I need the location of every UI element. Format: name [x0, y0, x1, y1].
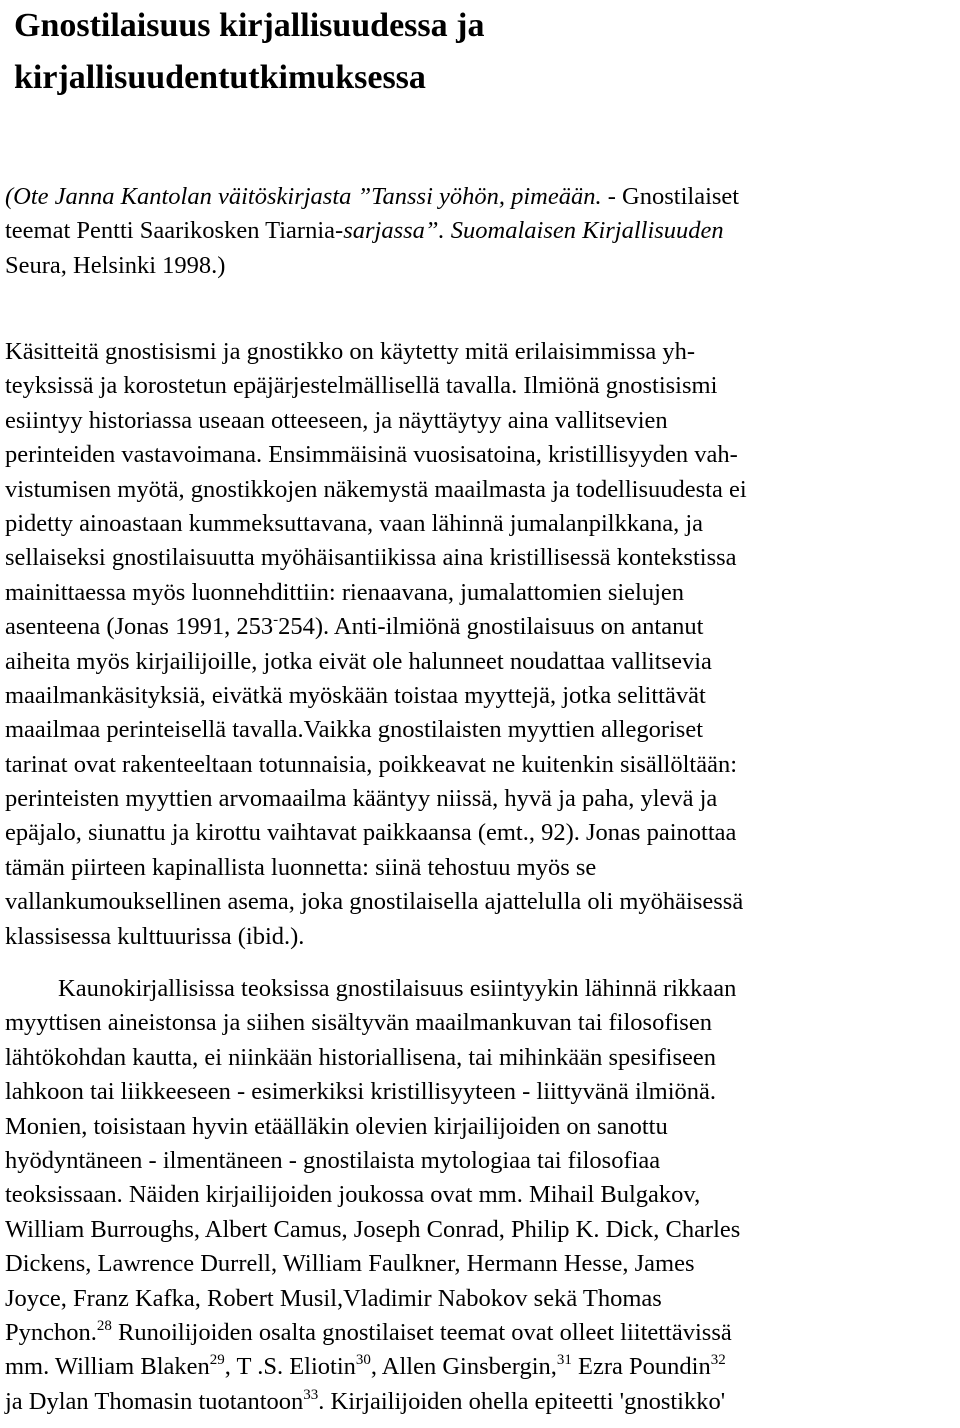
text-line: William Burroughs, Albert Camus, Joseph Conrad, Philip K. Dick, Charles — [5, 1215, 741, 1243]
text-line: perinteisten myyttien arvomaailma kääntyy niissä, hyvä ja paha, ylevä ja — [5, 785, 718, 813]
text-line: Monien, toisistaan hyvin etäälläkin olevien kirjailijoiden on sanottu — [5, 1112, 668, 1140]
line-text: , T .S. Eliotin — [224, 1353, 356, 1381]
text-line — [5, 1316, 957, 1350]
text-line: pidetty ainoastaan kummeksuttavana, vaan lähinnä jumalanpilkkana, ja — [5, 509, 704, 537]
text-line: vallankumouksellinen asema, joka gnostilaisella ajattelulla oli myöhäisessä — [5, 888, 744, 916]
text-line: maailmaa perinteisellä tavalla.Vaikka gnostilaisten myyttien allegoriset — [5, 716, 704, 744]
text-line: teoksissaan. Näiden kirjailijoiden joukossa ovat mm. Mihail Bulgakov, — [5, 1181, 701, 1209]
text-line — [5, 1385, 957, 1419]
text-line: vistumisen myötä, gnostikkojen näkemystä maailmasta ja todellisuudesta ei — [5, 475, 747, 503]
text-line: teyksissä ja korostetun epäjärjestelmällisellä tavalla. Ilmiönä gnostisismi — [5, 372, 718, 400]
superscript-dash: - — [273, 612, 279, 629]
line-text: Pynchon. — [5, 1318, 97, 1346]
text-line: myyttisen aineistonsa ja siihen sisältyvän maailmankuvan tai filosofisen — [5, 1009, 712, 1037]
text-line: mainittaessa myös luonnehdittiin: rienaavana, jumalattomien sielujen — [5, 578, 685, 606]
footnote-ref: 28 — [96, 1317, 112, 1334]
text-line — [5, 1350, 957, 1384]
text-line: hyödyntäneen - ilmentäneen - gnostilaista mytologiaa tai filosofiaa — [5, 1146, 661, 1174]
text-line: aiheita myös kirjailijoille, jotka eivät ole halunneet noudattaa vallitsevia — [5, 647, 712, 675]
paragraph-1 — [5, 335, 957, 954]
text-line: Kaunokirjallisissa teoksissa gnostilaisuus esiintyykin lähinnä rikkaan — [58, 975, 737, 1002]
line-text: . Kirjailijoiden ohella epiteetti 'gnostikko' — [318, 1387, 726, 1415]
source-italic-text: (Ote Janna Kantolan väitöskirjasta ”Tanssi yöhön, pimeään. — [5, 183, 602, 210]
text-line: tämän piirteen kapinallista luonnetta: siinä tehostuu myös se — [5, 853, 597, 881]
source-italic-text: sarjassa”. — [343, 217, 445, 245]
source-text: - Gnostilaiset — [601, 183, 740, 210]
footnote-ref: 29 — [209, 1352, 225, 1369]
text-line: Dickens, Lawrence Durrell, William Faulkner, Hermann Hesse, James — [5, 1250, 695, 1278]
text-line: epäjalo, siunattu ja kirottu vaihtavat paikkaansa (emt., 92). Jonas painottaa — [5, 819, 737, 847]
source-italic-text: Suomalaisen Kirjallisuuden — [444, 217, 724, 245]
paragraph-2 — [5, 972, 957, 1419]
source-text: teemat Pentti Saarikosken Tiarnia- — [5, 217, 344, 245]
line-text: ja Dylan Thomasin tuotantoon — [5, 1387, 304, 1415]
text-line: Käsitteitä gnostisismi ja gnostikko on käytetty mitä erilaisimmissa yh- — [5, 338, 696, 365]
text-line: Joyce, Franz Kafka, Robert Musil,Vladimir Nabokov sekä Thomas — [5, 1284, 662, 1312]
source-line — [5, 180, 957, 214]
text-line: tarinat ovat rakenteeltaan totunnaisia, poikkeavat ne kuitenkin sisällöltään: — [5, 750, 738, 778]
line-text: mm. William Blaken — [5, 1353, 210, 1381]
source-line: Seura, Helsinki 1998.) — [5, 251, 226, 279]
footnote-ref: 30 — [355, 1352, 371, 1369]
text-line: klassisessa kulttuurissa (ibid.). — [5, 922, 305, 950]
line-text: 254). Anti-ilmiönä gnostilaisuus on antanut — [278, 613, 704, 641]
text-line: lahkoon tai liikkeeseen - esimerkiksi kristillisyyteen - liittyvänä ilmiönä. — [5, 1078, 717, 1106]
text-line — [5, 610, 957, 644]
footnote-ref: 32 — [710, 1352, 726, 1369]
source-citation — [5, 180, 957, 283]
line-text: Ezra Poundin — [571, 1353, 711, 1381]
title-line: Gnostilaisuus kirjallisuudessa ja — [14, 7, 485, 44]
line-text: Runoilijoiden osalta gnostilaiset teemat ovat olleet liitettävissä — [111, 1318, 732, 1346]
footnote-ref: 33 — [303, 1386, 319, 1403]
text-line: esiintyy historiassa useaan otteeseen, ja näyttäytyy aina vallitsevien — [5, 406, 668, 434]
document-title — [14, 0, 954, 104]
footnote-ref: 31 — [556, 1352, 572, 1369]
text-line: maailmankäsityksiä, eivätkä myöskään toistaa myyttejä, jotka selittävät — [5, 681, 706, 709]
line-text: asenteena (Jonas 1991, 253 — [5, 613, 274, 641]
source-line — [5, 214, 957, 248]
title-line: kirjallisuudentutkimuksessa — [14, 59, 426, 96]
line-text: , Allen Ginsbergin, — [370, 1353, 557, 1381]
text-line: lähtökohdan kautta, ei niinkään historiallisena, tai mihinkään spesifiseen — [5, 1043, 716, 1071]
text-line: sellaiseksi gnostilaisuutta myöhäisantiikissa aina kristillisessä kontekstissa — [5, 544, 737, 572]
text-line: perinteiden vastavoimana. Ensimmäisinä vuosisatoina, kristillisyyden vah- — [5, 441, 738, 469]
